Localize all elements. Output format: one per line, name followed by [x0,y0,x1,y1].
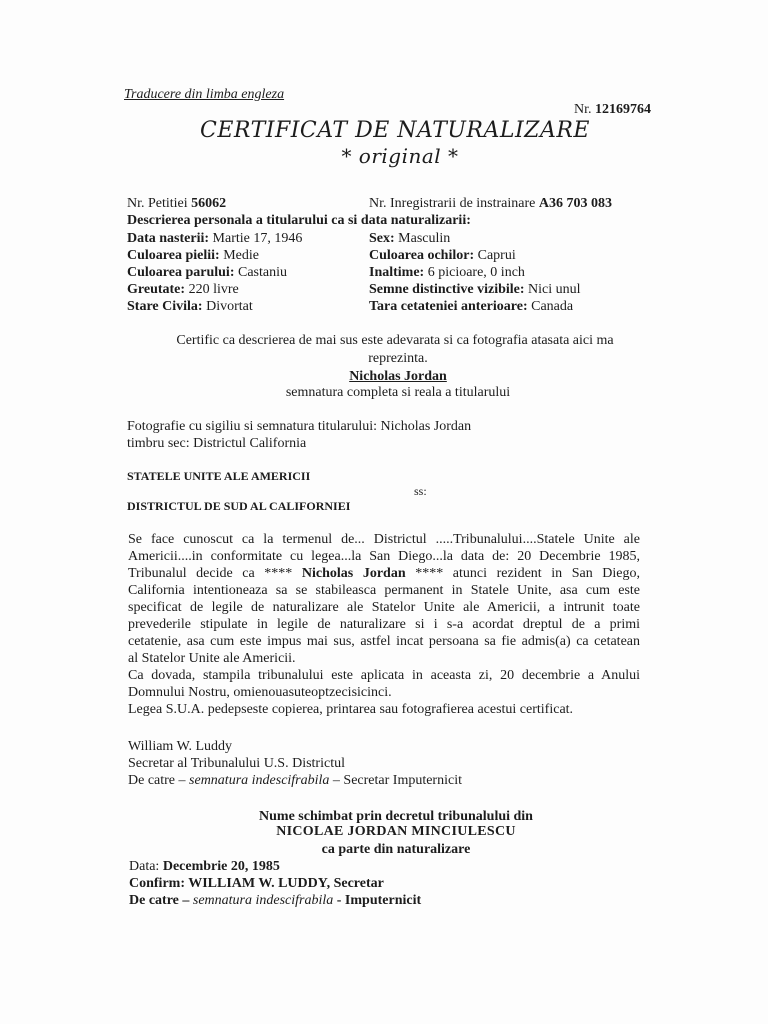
field-value: Castaniu [237,265,287,280]
jurisdiction-district: DISTRICTUL DE SUD AL CALIFORNIEI [127,499,351,513]
footer-by-suffix: - Imputernicit [336,893,422,908]
document-subtitle: * original * [341,144,459,168]
field-label: Inaltime: [369,265,425,280]
field-value: Martie 17, 1946 [212,231,303,246]
field-marital-status [127,298,253,316]
jurisdiction-ss: ss: [414,484,427,498]
body-line: prevederile stipulate in legile de naturalizare si i s-a acordat dreptul de a primi [128,617,640,632]
field-previous-citizenship [369,298,573,316]
signatory-name: William W. Luddy [128,739,233,754]
field-label: Stare Civila: [127,299,203,314]
field-value: 6 picioare, 0 inch [427,265,525,280]
new-name: NICOLAE JORDAN MINCIULESCU [276,824,516,839]
field-label: Culoarea ochilor: [369,248,475,263]
field-label: Tara cetateniei anterioare: [369,299,528,314]
field-hair-color [127,264,287,282]
body-line: Ca dovada, stampila tribunalului este aplicata in aceasta zi, 20 decembrie a Anului [128,668,640,683]
body-line: Legea S.U.A. pedepseste copierea, printarea sau fotografierea acestui certificat. [128,702,574,717]
field-label: Culoarea parului: [127,265,235,280]
certificate-number [574,101,651,119]
signatory-by-suffix: – Secretar Imputernicit [332,773,462,788]
body-line: Americii....in conformitate cu legea...la San Diego...la data de: 20 Decembrie 1985, [128,549,640,564]
jurisdiction-country: STATELE UNITE ALE AMERICII [127,469,311,483]
body-line: Domnului Nostru, omienouasuteoptzecisicinci. [128,685,392,700]
body-text: Tribunalul decide ca **** [128,566,293,581]
field-label: Data nasterii: [127,231,210,246]
holder-name: Nicholas Jordan [349,369,447,384]
footer-date [129,858,280,876]
field-label: Semne distinctive vizibile: [369,282,525,297]
field-value: Medie [223,248,259,263]
field-birth-date [127,230,302,248]
footer-confirm: Confirm: WILLIAM W. LUDDY, Secretar [129,876,384,891]
body-line: Se face cunoscut ca la termenul de... Districtul .....Tribunalului....Statele Unite ale [128,532,640,547]
certificate-number-value: 12169764 [595,102,651,117]
name-change-line-3: ca parte din naturalizare [321,842,471,857]
body-line: cetatenie, asa cum este impus mai sus, astfel incat persoana sa fie admis(a) ca cetatean [128,634,640,649]
body-holder-name: Nicholas Jordan [301,566,406,581]
description-heading: Descrierea personala a titularului ca si data naturalizarii: [127,213,471,228]
signatory-title: Secretar al Tribunalului U.S. Districtul [128,756,345,771]
signature-caption: semnatura completa si reala a titularului [285,385,511,400]
field-value: Masculin [398,231,451,246]
footer-by [129,892,421,910]
footer-date-label: Data: [129,859,160,874]
field-value: 220 livre [188,282,239,297]
petition-value: 56062 [191,196,227,211]
photo-line-1: Fotografie cu sigiliu si semnatura titularului: Nicholas Jordan [127,419,472,434]
field-skin-color [127,247,259,265]
footer-by-signature: semnatura indescifrabila [192,893,334,908]
signatory-by-signature: semnatura indescifrabila [189,773,330,788]
field-distinctive-marks [369,281,581,299]
certify-line-2: reprezinta. [368,351,428,366]
field-label: Culoarea pielii: [127,248,220,263]
field-label: Sex: [369,231,395,246]
field-label: Greutate: [127,282,186,297]
name-change-line-1: Nume schimbat prin decretul tribunalului din [259,809,533,824]
body-line [128,565,640,582]
registration-label: Nr. Inregistrarii de instrainare [369,196,536,211]
registration-number [369,195,612,213]
footer-by-prefix: De catre – [129,893,190,908]
footer-date-value: Decembrie 20, 1985 [162,859,280,874]
field-value: Divortat [206,299,253,314]
body-line: al Statelor Unite ale Americii. [128,651,296,666]
field-eye-color [369,247,516,265]
document-title: CERTIFICAT DE NATURALIZARE [200,118,590,143]
field-value: Nici unul [528,282,581,297]
translation-note: Traducere din limba engleza [124,87,285,102]
body-line: California intentioneaza sa se stabileasca permanent in Statele Unite, asa cum este [128,583,640,598]
signatory-by-prefix: De catre – [128,773,186,788]
field-value: Caprui [477,248,516,263]
certificate-number-label: Nr. [574,102,592,117]
signatory-by [128,772,462,790]
certify-line-1: Certific ca descrierea de mai sus este adevarata si ca fotografia atasata aici ma [176,333,614,348]
certificate-body [128,531,640,718]
field-value: Canada [531,299,574,314]
petition-label: Nr. Petitiei [127,196,188,211]
body-text: **** atunci rezident in San Diego, [415,566,641,581]
photo-line-2: timbru sec: Districtul California [127,436,307,451]
registration-value: A36 703 083 [538,196,613,211]
field-sex [369,230,450,248]
petition-number [127,195,226,213]
field-height [369,264,525,282]
field-weight [127,281,239,299]
body-line: specificat de legile de naturalizare ale Statelor Unite ale Americii, a intrunit toate [128,600,640,615]
